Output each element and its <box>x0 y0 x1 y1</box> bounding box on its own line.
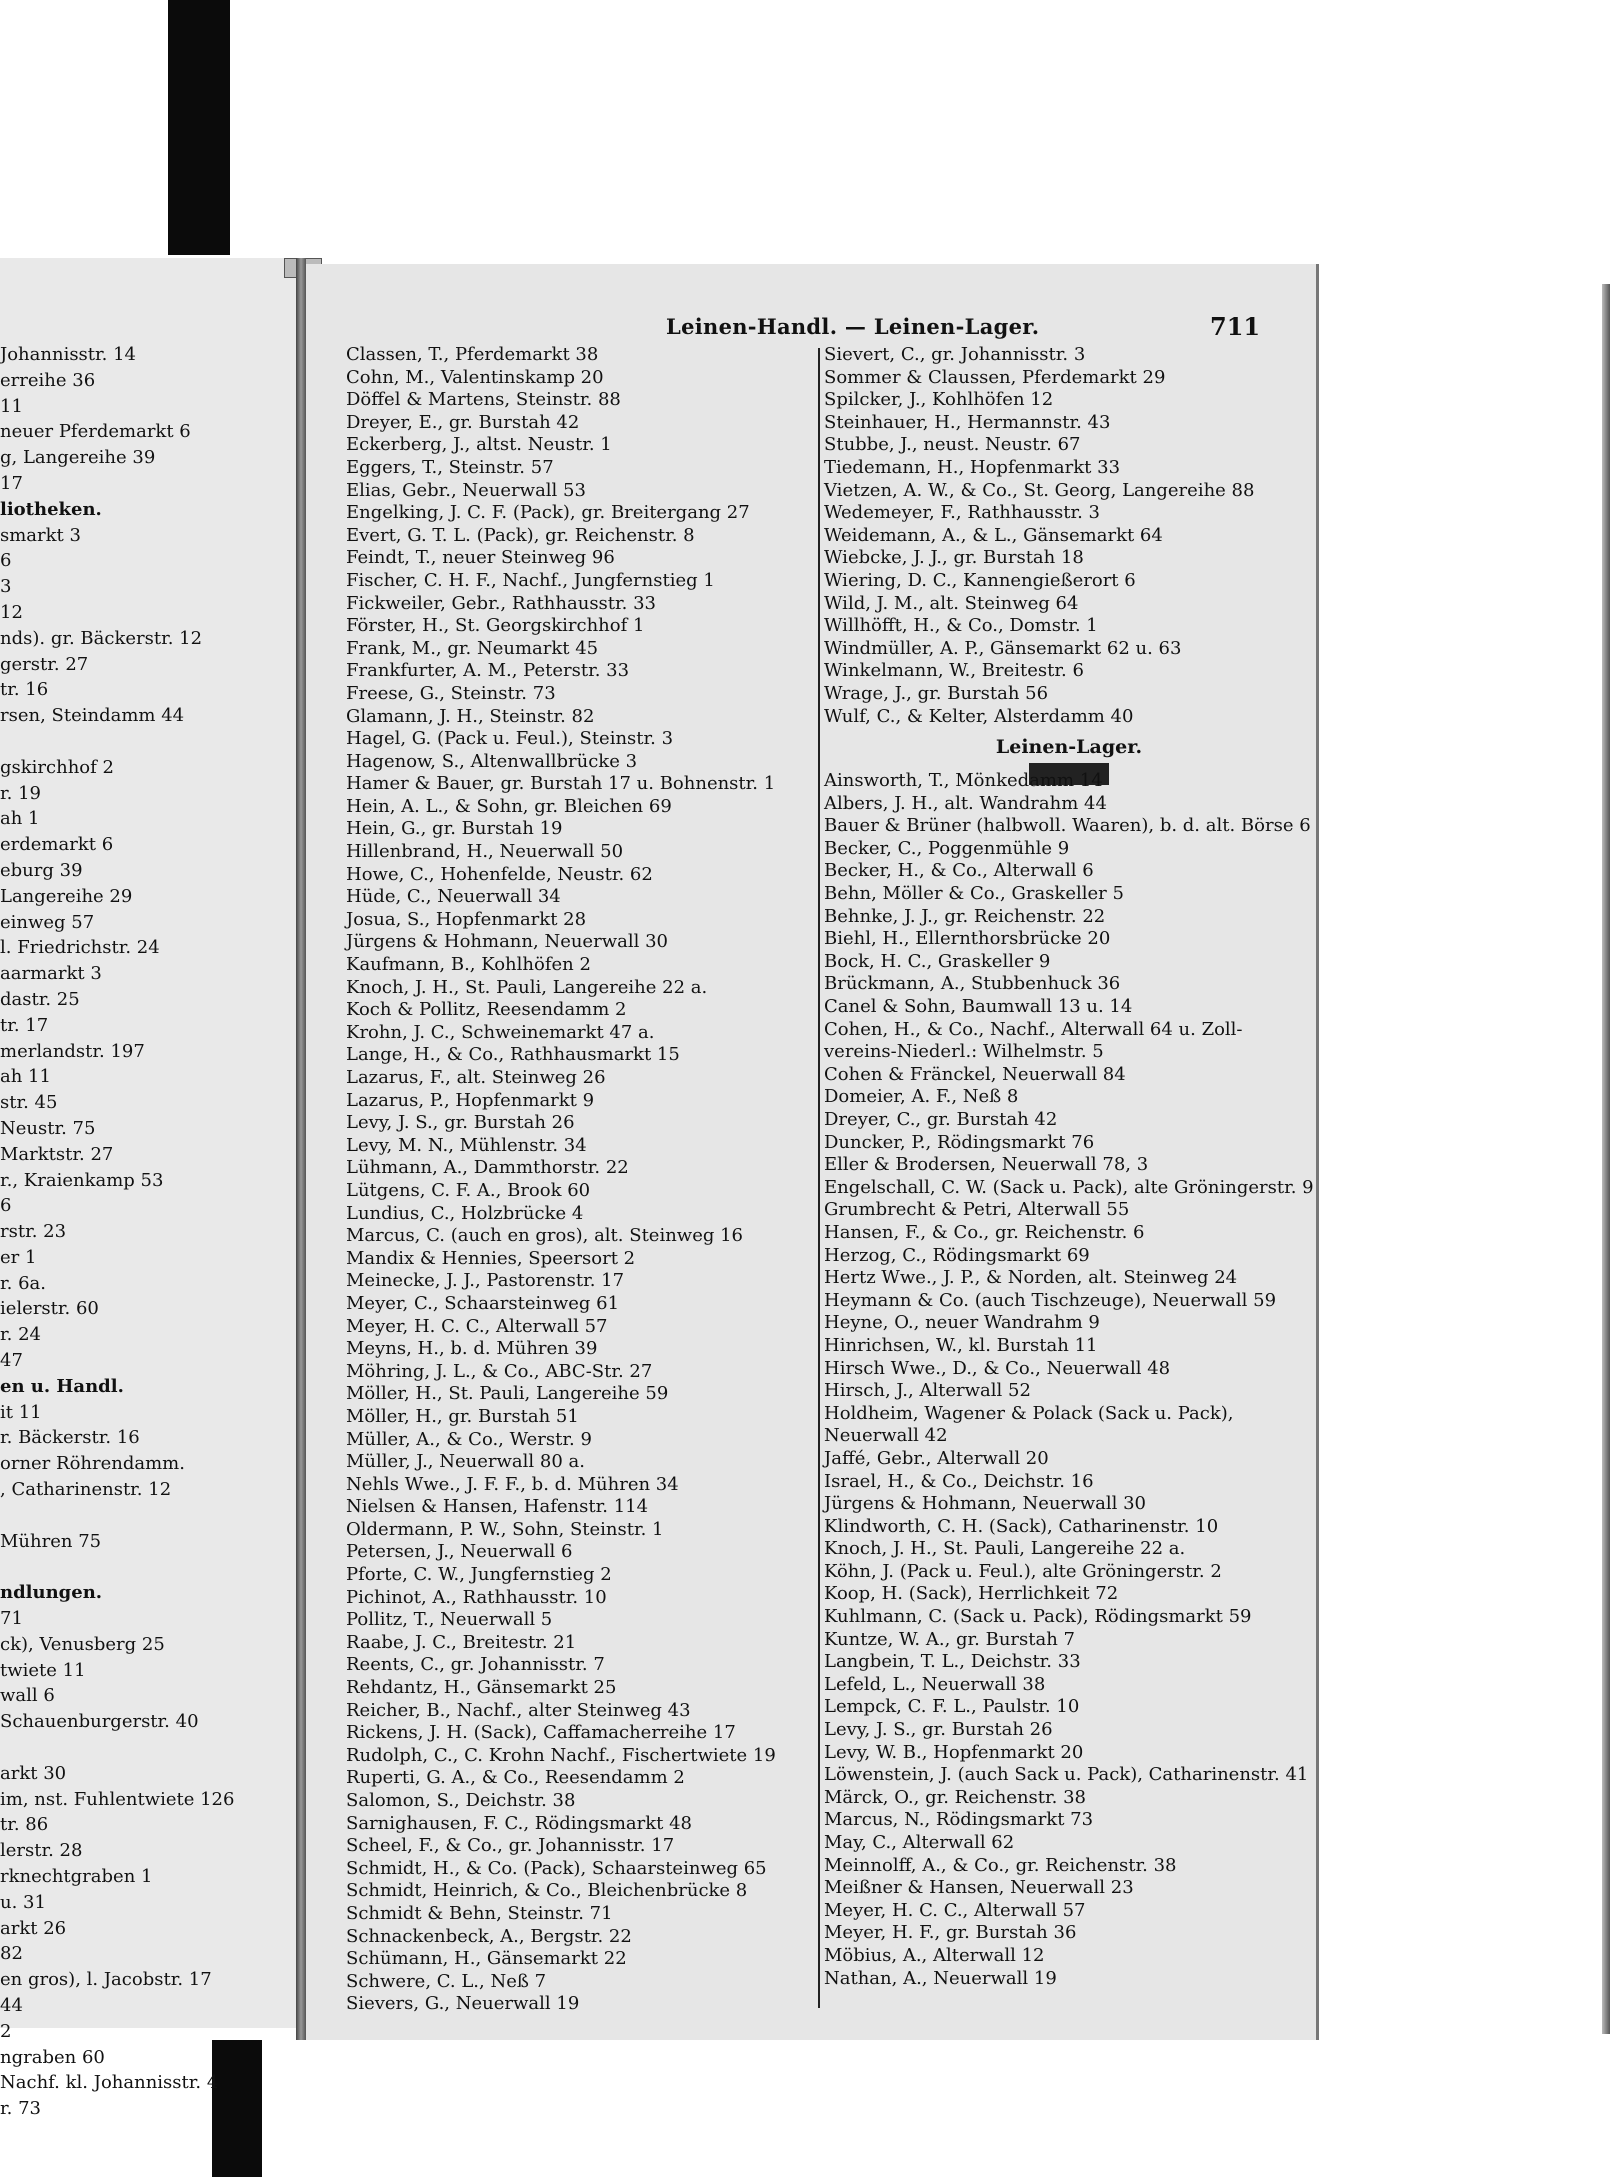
left-page-line: r. 6a. <box>0 1272 46 1294</box>
left-page-line: r. 24 <box>0 1324 41 1346</box>
directory-entry: Heymann & Co. (auch Tischzeuge), Neuerwall 59 <box>824 1289 1277 1311</box>
directory-entry: Rudolph, C., C. Krohn Nachf., Fischertwiete 19 <box>346 1744 776 1766</box>
directory-entry: Hein, A. L., & Sohn, gr. Bleichen 69 <box>346 795 672 817</box>
left-page-line: dastr. 25 <box>0 988 80 1010</box>
directory-entry: Kaufmann, B., Kohlhöfen 2 <box>346 954 591 976</box>
left-page-line: ngraben 60 <box>0 2046 105 2068</box>
directory-entry: Biehl, H., Ellernthorsbrücke 20 <box>824 928 1111 950</box>
directory-entry: Möbius, A., Alterwall 12 <box>824 1944 1045 1966</box>
left-page-line: tr. 17 <box>0 1014 49 1036</box>
directory-entry: Salomon, S., Deichstr. 38 <box>346 1790 576 1811</box>
directory-entry: vereins-Niederl.: Wilhelmstr. 5 <box>824 1041 1104 1063</box>
directory-entry: Möller, H., gr. Burstah 51 <box>346 1405 579 1427</box>
directory-entry: Neuerwall 42 <box>824 1425 948 1447</box>
directory-entry: Brückmann, A., Stubbenhuck 36 <box>824 973 1121 995</box>
directory-entry: Marcus, C. (auch en gros), alt. Steinweg 16 <box>346 1225 744 1247</box>
directory-entry: Lempck, C. F. L., Paulstr. 10 <box>824 1696 1080 1718</box>
left-page-line: Neustr. 75 <box>0 1117 96 1139</box>
directory-entry: Elias, Gebr., Neuerwall 53 <box>346 479 586 501</box>
leinen-handel-continued <box>824 344 1314 728</box>
directory-entry: Sievert, C., gr. Johannisstr. 3 <box>824 344 1086 365</box>
directory-entry: Stubbe, J., neust. Neustr. 67 <box>824 434 1081 456</box>
directory-entry: Wiering, D. C., Kannengießerort 6 <box>824 569 1136 591</box>
running-header: Leinen-Handl. — Leinen-Lager. <box>666 314 1040 339</box>
directory-entry: Levy, W. B., Hopfenmarkt 20 <box>824 1741 1084 1763</box>
directory-entry: Becker, C., Poggenmühle 9 <box>824 837 1070 859</box>
left-page-line: r., Kraienkamp 53 <box>0 1169 164 1191</box>
directory-entry: Hansen, F., & Co., gr. Reichenstr. 6 <box>824 1221 1145 1243</box>
directory-entry: Langbein, T. L., Deichstr. 33 <box>824 1651 1081 1673</box>
left-page-line: ah 1 <box>0 808 40 830</box>
left-page-line: g, Langereihe 39 <box>0 447 156 469</box>
directory-entry: Ainsworth, T., Mönkedamm 14 <box>824 770 1103 792</box>
directory-entry: May, C., Alterwall 62 <box>824 1832 1015 1853</box>
left-page-line: ck), Venusberg 25 <box>0 1633 165 1655</box>
directory-entry: Meinnolff, A., & Co., gr. Reichenstr. 38 <box>824 1854 1177 1876</box>
directory-entry: Lange, H., & Co., Rathhausmarkt 15 <box>346 1044 680 1066</box>
directory-entry: Meißner & Hansen, Neuerwall 23 <box>824 1877 1134 1899</box>
left-page-line: tr. 86 <box>0 1814 49 1836</box>
binding-strap-top <box>168 0 230 255</box>
directory-entry: Nehls Wwe., J. F. F., b. d. Mühren 34 <box>346 1473 679 1495</box>
directory-entry: Classen, T., Pferdemarkt 38 <box>346 344 599 365</box>
directory-entry: Cohn, M., Valentinskamp 20 <box>346 366 604 388</box>
left-page-line: merlandstr. 197 <box>0 1040 145 1062</box>
left-page-line: rknechtgraben 1 <box>0 1866 153 1888</box>
directory-entry: Steinhauer, H., Hermannstr. 43 <box>824 411 1111 433</box>
left-page <box>0 258 300 2120</box>
directory-entry: Nielsen & Hansen, Hafenstr. 114 <box>346 1496 649 1518</box>
directory-entry: Bauer & Brüner (halbwoll. Waaren), b. d. alt. Börse 6 <box>824 815 1311 837</box>
left-page-line: liotheken. <box>0 498 102 520</box>
directory-entry: Engelking, J. C. F. (Pack), gr. Breitergang 27 <box>346 502 750 524</box>
directory-entry: Feindt, T., neuer Steinweg 96 <box>346 547 615 569</box>
directory-entry: Krohn, J. C., Schweinemarkt 47 a. <box>346 1021 655 1043</box>
directory-entry: Cohen, H., & Co., Nachf., Alterwall 64 u. Zoll- <box>824 1018 1243 1040</box>
directory-entry: Freese, G., Steinstr. 73 <box>346 682 556 704</box>
left-page-line: en u. Handl. <box>0 1375 124 1397</box>
directory-entry: Herzog, C., Rödingsmarkt 69 <box>824 1244 1090 1266</box>
directory-entry: Schnackenbeck, A., Bergstr. 22 <box>346 1925 632 1947</box>
directory-entry: Wedemeyer, F., Rathhausstr. 3 <box>824 502 1100 524</box>
left-page-line: en gros), l. Jacobstr. 17 <box>0 1969 212 1991</box>
directory-entry: Hirsch Wwe., D., & Co., Neuerwall 48 <box>824 1357 1171 1379</box>
directory-entry: Eckerberg, J., altst. Neustr. 1 <box>346 434 612 456</box>
left-page-line: Nachf. kl. Johannisstr. 4 <box>0 2072 219 2094</box>
directory-entry: Behn, Möller & Co., Graskeller 5 <box>824 883 1124 905</box>
directory-entry: Frank, M., gr. Neumarkt 45 <box>346 637 599 659</box>
directory-entry: Frankfurter, A. M., Peterstr. 33 <box>346 660 630 682</box>
directory-entry: Koch & Pollitz, Reesendamm 2 <box>346 999 627 1021</box>
directory-entry: Albers, J. H., alt. Wandrahm 44 <box>824 792 1107 814</box>
directory-entry: Levy, J. S., gr. Burstah 26 <box>346 1112 575 1134</box>
left-page-line: r. Bäckerstr. 16 <box>0 1427 140 1449</box>
directory-entry: Marcus, N., Rödingsmarkt 73 <box>824 1809 1094 1831</box>
left-page-line: smarkt 3 <box>0 524 81 546</box>
directory-entry: Levy, M. N., Mühlenstr. 34 <box>346 1134 587 1156</box>
left-page-line: rsen, Steindamm 44 <box>0 705 185 727</box>
directory-entry: Köhn, J. (Pack u. Feul.), alte Gröningerstr. 2 <box>824 1560 1222 1582</box>
directory-entry: Hinrichsen, W., kl. Burstah 11 <box>824 1334 1098 1356</box>
directory-entry: Hein, G., gr. Burstah 19 <box>346 818 563 840</box>
directory-entry: Pichinot, A., Rathhausstr. 10 <box>346 1586 607 1608</box>
directory-entry: Meyer, C., Schaarsteinweg 61 <box>346 1292 620 1314</box>
left-page-line: wall 6 <box>0 1685 55 1707</box>
left-page-line: erdemarkt 6 <box>0 834 114 856</box>
directory-entry: Scheel, F., & Co., gr. Johannisstr. 17 <box>346 1835 675 1857</box>
directory-entry: Lazarus, F., alt. Steinweg 26 <box>346 1067 606 1088</box>
left-page-line: tr. 16 <box>0 679 49 701</box>
directory-entry: Eggers, T., Steinstr. 57 <box>346 456 554 478</box>
right-page <box>306 264 1319 2040</box>
directory-entry: Fischer, C. H. F., Nachf., Jungfernstieg 1 <box>346 569 715 591</box>
directory-entry: Hagel, G. (Pack u. Feul.), Steinstr. 3 <box>346 728 674 750</box>
directory-entry: Meyer, H. F., gr. Burstah 36 <box>824 1922 1077 1944</box>
page-number: 711 <box>1210 312 1261 341</box>
left-page-line: arkt 30 <box>0 1762 67 1784</box>
directory-entry: Lefeld, L., Neuerwall 38 <box>824 1673 1046 1695</box>
directory-entry: Klindworth, C. H. (Sack), Catharinenstr. 10 <box>824 1515 1219 1537</box>
directory-entry: Howe, C., Hohenfelde, Neustr. 62 <box>346 863 653 885</box>
left-page-line: er 1 <box>0 1246 37 1268</box>
directory-entry: Schmidt, Heinrich, & Co., Bleichenbrücke 8 <box>346 1880 748 1902</box>
directory-entry: Reicher, B., Nachf., alter Steinweg 43 <box>346 1699 691 1721</box>
directory-entry: Hillenbrand, H., Neuerwall 50 <box>346 841 624 863</box>
directory-entry: Knoch, J. H., St. Pauli, Langereihe 22 a. <box>824 1538 1186 1560</box>
left-page-line: r. 19 <box>0 782 41 804</box>
directory-entry: Winkelmann, W., Breitestr. 6 <box>824 660 1084 682</box>
directory-entry: Spilcker, J., Kohlhöfen 12 <box>824 389 1054 411</box>
directory-entry: Märck, O., gr. Reichenstr. 38 <box>824 1786 1086 1808</box>
directory-entry: Dreyer, C., gr. Burstah 42 <box>824 1109 1058 1130</box>
directory-entry: Israel, H., & Co., Deichstr. 16 <box>824 1470 1094 1492</box>
left-page-line: 47 <box>0 1350 23 1372</box>
directory-entry: Möhring, J. L., & Co., ABC-Str. 27 <box>346 1360 653 1382</box>
directory-entry: Sarnighausen, F. C., Rödingsmarkt 48 <box>346 1812 692 1834</box>
directory-entry: Pforte, C. W., Jungfernstieg 2 <box>346 1564 612 1586</box>
book-spread <box>0 258 1320 2120</box>
directory-entry: Schümann, H., Gänsemarkt 22 <box>346 1948 627 1970</box>
left-page-line <box>0 729 300 755</box>
left-page-line: arkt 26 <box>0 1917 67 1939</box>
left-page-line: einweg 57 <box>0 911 95 933</box>
directory-entry: Knoch, J. H., St. Pauli, Langereihe 22 a. <box>346 976 708 998</box>
leinen-lager-list <box>824 770 1314 1990</box>
directory-entry: Eller & Brodersen, Neuerwall 78, 3 <box>824 1154 1149 1176</box>
directory-entry: Möller, H., St. Pauli, Langereihe 59 <box>346 1383 669 1405</box>
directory-entry: Müller, J., Neuerwall 80 a. <box>346 1451 585 1473</box>
directory-entry: Ruperti, G. A., & Co., Reesendamm 2 <box>346 1767 685 1789</box>
left-page-line: , Catharinenstr. 12 <box>0 1479 172 1501</box>
directory-entry: Duncker, P., Rödingsmarkt 76 <box>824 1131 1095 1153</box>
directory-entry: Lundius, C., Holzbrücke 4 <box>346 1202 584 1224</box>
directory-entry: Becker, H., & Co., Alterwall 6 <box>824 860 1094 882</box>
directory-entry: Hamer & Bauer, gr. Burstah 17 u. Bohnenstr. 1 <box>346 773 776 795</box>
left-page-line: gerstr. 27 <box>0 653 89 675</box>
directory-entry: Koop, H. (Sack), Herrlichkeit 72 <box>824 1583 1119 1605</box>
left-page-line: l. Friedrichstr. 24 <box>0 937 160 959</box>
directory-entry: Rickens, J. H. (Sack), Caffamacherreihe 17 <box>346 1722 736 1744</box>
directory-entry: Schmidt & Behn, Steinstr. 71 <box>346 1902 613 1924</box>
directory-entry: Fickweiler, Gebr., Rathhausstr. 33 <box>346 592 656 614</box>
left-page-line: Marktstr. 27 <box>0 1143 114 1165</box>
left-page-line: 44 <box>0 1995 23 2016</box>
left-page-line: Johannisstr. 14 <box>0 344 137 365</box>
directory-entry: Hüde, C., Neuerwall 34 <box>346 886 561 908</box>
directory-entry: Weidemann, A., & L., Gänsemarkt 64 <box>824 524 1163 546</box>
left-page-line: it 11 <box>0 1401 42 1423</box>
directory-entry: Döffel & Martens, Steinstr. 88 <box>346 389 621 411</box>
left-page-line: erreihe 36 <box>0 369 96 391</box>
directory-entry: Pollitz, T., Neuerwall 5 <box>346 1609 553 1631</box>
left-page-line <box>0 1554 300 1580</box>
directory-entry: Hirsch, J., Alterwall 52 <box>824 1380 1031 1402</box>
directory-entry: Willhöfft, H., & Co., Domstr. 1 <box>824 615 1098 637</box>
directory-entry: Levy, J. S., gr. Burstah 26 <box>824 1719 1053 1741</box>
directory-entry: Sievers, G., Neuerwall 19 <box>346 1993 580 2015</box>
left-page-line <box>0 1735 300 1761</box>
directory-entry: Dreyer, E., gr. Burstah 42 <box>346 411 580 433</box>
directory-entry: Schwere, C. L., Neß 7 <box>346 1970 547 1992</box>
directory-entry: Bock, H. C., Graskeller 9 <box>824 950 1051 972</box>
left-page-line: 2 <box>0 2020 12 2042</box>
directory-entry: Schmidt, H., & Co. (Pack), Schaarsteinweg 65 <box>346 1857 767 1879</box>
directory-entry: Heyne, O., neuer Wandrahm 9 <box>824 1312 1100 1334</box>
left-page-line: neuer Pferdemarkt 6 <box>0 421 191 443</box>
directory-entry: Mandix & Hennies, Speersort 2 <box>346 1247 636 1269</box>
directory-entry: Rehdantz, H., Gänsemarkt 25 <box>346 1677 617 1699</box>
left-page-line: nds). gr. Bäckerstr. 12 <box>0 627 203 649</box>
directory-entry: Evert, G. T. L. (Pack), gr. Reichenstr. 8 <box>346 524 695 546</box>
directory-entry: Hagenow, S., Altenwallbrücke 3 <box>346 750 638 772</box>
left-page-line: lerstr. 28 <box>0 1840 83 1862</box>
left-page-line: orner Röhrendamm. <box>0 1453 185 1475</box>
left-page-line: eburg 39 <box>0 859 83 881</box>
directory-entry: Vietzen, A. W., & Co., St. Georg, Langereihe 88 <box>824 479 1255 501</box>
directory-entry: Nathan, A., Neuerwall 19 <box>824 1967 1057 1989</box>
directory-entry: Windmüller, A. P., Gänsemarkt 62 u. 63 <box>824 637 1182 659</box>
directory-column-2 <box>824 344 1314 1990</box>
left-page-line: aarmarkt 3 <box>0 963 102 985</box>
left-page-line: u. 31 <box>0 1891 46 1913</box>
left-page-line: Mühren 75 <box>0 1530 102 1552</box>
left-page-line: ielerstr. 60 <box>0 1298 99 1320</box>
directory-entry: Domeier, A. F., Neß 8 <box>824 1086 1019 1108</box>
directory-column-1 <box>346 344 866 2016</box>
directory-entry: Kuhlmann, C. (Sack u. Pack), Rödingsmarkt 59 <box>824 1606 1252 1628</box>
directory-entry: Jürgens & Hohmann, Neuerwall 30 <box>824 1493 1146 1515</box>
left-page-line: ndlungen. <box>0 1582 103 1604</box>
left-page-line: 17 <box>0 472 23 494</box>
directory-entry: Jaffé, Gebr., Alterwall 20 <box>824 1447 1049 1469</box>
directory-entry: Raabe, J. C., Breitestr. 21 <box>346 1631 577 1653</box>
directory-entry: Hertz Wwe., J. P., & Norden, alt. Steinweg 24 <box>824 1267 1238 1289</box>
directory-entry: Reents, C., gr. Johannisstr. 7 <box>346 1654 605 1676</box>
directory-entry: Jürgens & Hohmann, Neuerwall 30 <box>346 931 668 953</box>
left-page-line: Langereihe 29 <box>0 885 133 907</box>
page-gutter <box>296 258 306 2040</box>
directory-entry: Sommer & Claussen, Pferdemarkt 29 <box>824 366 1166 388</box>
directory-entry: Josua, S., Hopfenmarkt 28 <box>346 908 587 930</box>
directory-entry: Wiebcke, J. J., gr. Burstah 18 <box>824 547 1084 569</box>
directory-entry: Lühmann, A., Dammthorstr. 22 <box>346 1157 629 1179</box>
directory-entry: Löwenstein, J. (auch Sack u. Pack), Catharinenstr. 41 <box>824 1764 1309 1786</box>
directory-entry: Oldermann, P. W., Sohn, Steinstr. 1 <box>346 1518 664 1540</box>
directory-entry: Cohen & Fränckel, Neuerwall 84 <box>824 1063 1126 1085</box>
directory-entry: Wild, J. M., alt. Steinweg 64 <box>824 592 1079 614</box>
left-page-line: 3 <box>0 576 12 598</box>
directory-entry: Meinecke, J. J., Pastorenstr. 17 <box>346 1270 625 1292</box>
left-page-line: im, nst. Fuhlentwiete 126 <box>0 1788 235 1810</box>
directory-entry: Canel & Sohn, Baumwall 13 u. 14 <box>824 996 1133 1018</box>
directory-entry: Wulf, C., & Kelter, Alsterdamm 40 <box>824 705 1134 727</box>
directory-entry: Wrage, J., gr. Burstah 56 <box>824 682 1049 704</box>
left-page-line: rstr. 23 <box>0 1221 67 1243</box>
directory-entry: Förster, H., St. Georgskirchhof 1 <box>346 615 645 637</box>
directory-entry: Glamann, J. H., Steinstr. 82 <box>346 705 595 727</box>
left-page-line: 6 <box>0 1195 12 1217</box>
directory-entry: Kuntze, W. A., gr. Burstah 7 <box>824 1628 1075 1650</box>
left-page-line: r. 73 <box>0 2098 41 2120</box>
left-page-line: ah 11 <box>0 1066 51 1088</box>
left-page-line: 12 <box>0 601 23 623</box>
directory-entry: Behnke, J. J., gr. Reichenstr. 22 <box>824 905 1106 927</box>
left-page-line: gskirchhof 2 <box>0 756 114 778</box>
directory-entry: Tiedemann, H., Hopfenmarkt 33 <box>824 456 1121 478</box>
left-page-line <box>0 1503 300 1529</box>
directory-entry: Lütgens, C. F. A., Brook 60 <box>346 1179 591 1201</box>
directory-entry: Lazarus, P., Hopfenmarkt 9 <box>346 1089 595 1111</box>
section-heading: Leinen-Lager. <box>824 728 1314 770</box>
directory-entry: Engelschall, C. W. (Sack u. Pack), alte Gröningerstr. 9 <box>824 1176 1314 1198</box>
directory-entry: Meyns, H., b. d. Mühren 39 <box>346 1338 598 1360</box>
directory-entry: Holdheim, Wagener & Polack (Sack u. Pack), <box>824 1402 1234 1424</box>
left-page-line: 82 <box>0 1943 23 1965</box>
left-page-line: Schauenburgerstr. 40 <box>0 1711 199 1733</box>
directory-entry: Meyer, H. C. C., Alterwall 57 <box>346 1315 608 1337</box>
left-page-line: twiete 11 <box>0 1659 86 1681</box>
left-page-line: 6 <box>0 550 12 572</box>
directory-entry: Müller, A., & Co., Werstr. 9 <box>346 1428 592 1450</box>
page-edge <box>1602 284 1610 2034</box>
left-page-text <box>0 342 300 2122</box>
left-page-line: 71 <box>0 1608 23 1630</box>
directory-entry: Grumbrecht & Petri, Alterwall 55 <box>824 1199 1130 1221</box>
directory-entry: Meyer, H. C. C., Alterwall 57 <box>824 1899 1086 1921</box>
left-page-line: 11 <box>0 395 23 417</box>
directory-entry: Petersen, J., Neuerwall 6 <box>346 1541 573 1563</box>
left-page-line: str. 45 <box>0 1092 58 1114</box>
